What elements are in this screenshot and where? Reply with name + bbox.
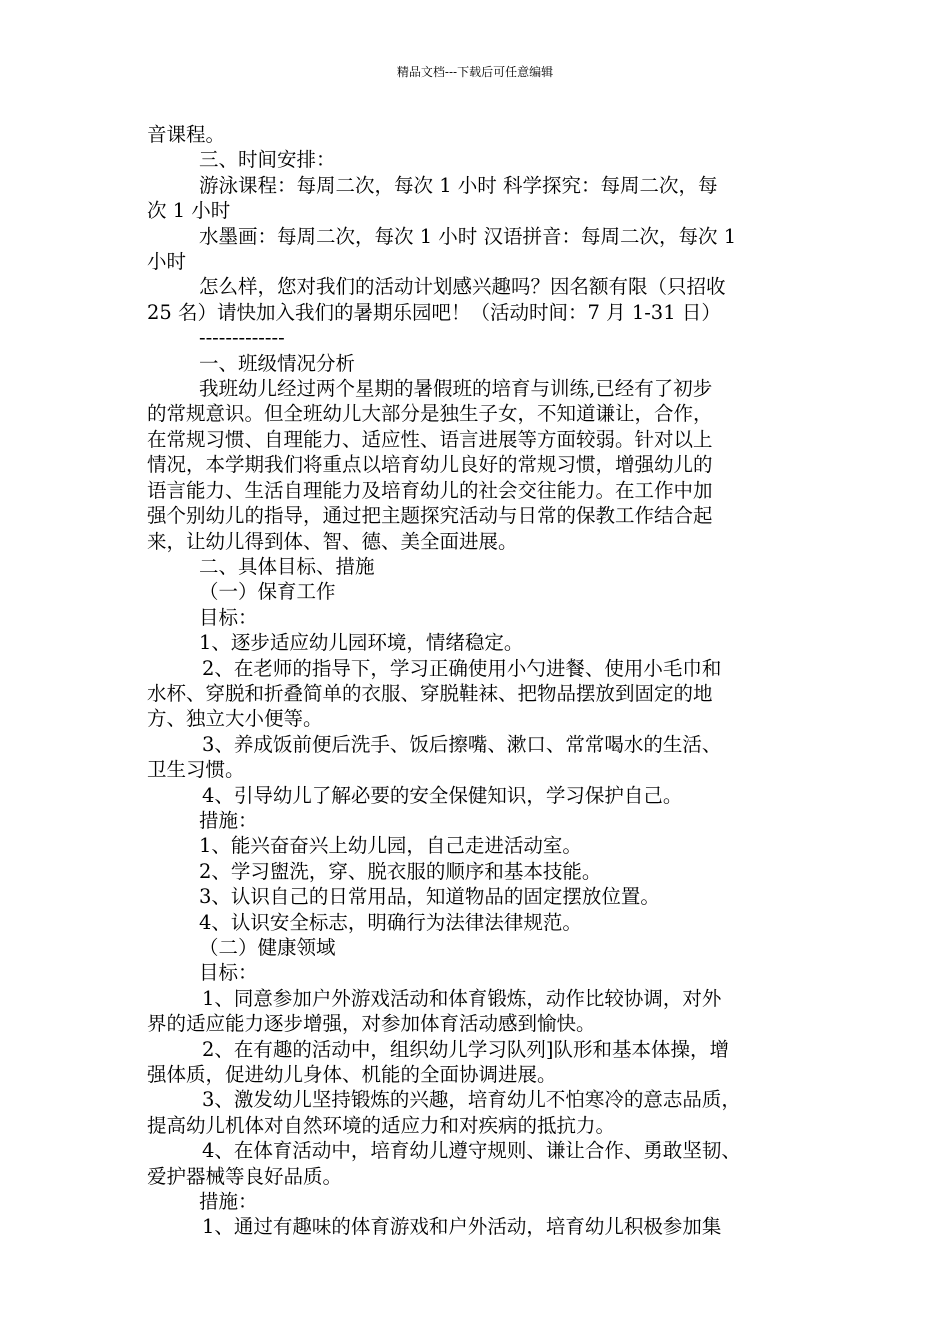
text-line: 方、独立大小便等。 xyxy=(147,707,323,731)
text-line: 4、引导幼儿了解必要的安全保健知识，学习保护自己。 xyxy=(202,783,683,807)
text-line: 2、在有趣的活动中，组织幼儿学习队列]队形和基本体操，增 xyxy=(202,1037,730,1061)
text-line: 在常规习惯、自理能力、适应性、语言进展等方面较弱。针对以上 xyxy=(147,427,713,451)
text-line: 卫生习惯。 xyxy=(147,758,245,782)
text-line: 情况，本学期我们将重点以培育幼儿良好的常规习惯，增强幼儿的 xyxy=(147,453,713,477)
text-line: 3、激发幼儿坚持锻炼的兴趣，培育幼儿不怕寒冷的意志品质， xyxy=(202,1088,741,1112)
text-line: 强个别幼儿的指导，通过把主题探究活动与日常的保教工作结合起 xyxy=(147,504,713,528)
text-line: 强体质，促进幼儿身体、机能的全面协调进展。 xyxy=(147,1063,557,1087)
text-line: 游泳课程：每周二次，每次 1 小时 科学探究：每周二次，每 xyxy=(199,173,718,197)
text-line: 音课程。 xyxy=(147,123,226,146)
text-line: 1、同意参加户外游戏活动和体育锻炼，动作比较协调，对外 xyxy=(202,986,722,1010)
page-header: 精品文档---下载后可任意编辑 xyxy=(396,65,554,79)
text-line: 措施： xyxy=(199,808,258,832)
text-line: 我班幼儿经过两个星期的暑假班的培育与训练,已经有了初步 xyxy=(199,377,713,401)
text-line: 小时 xyxy=(147,250,187,274)
text-line: 语言能力、生活自理能力及培育幼儿的社会交往能力。在工作中加 xyxy=(147,478,713,502)
text-line: 2、学习盥洗，穿、脱衣服的顺序和基本技能。 xyxy=(199,859,602,883)
text-line: 25 名）请快加入我们的暑期乐园吧！（活动时间：7 月 1-31 日） xyxy=(147,300,721,324)
text-line: 措施： xyxy=(199,1190,258,1214)
text-line: 1、能兴奋奋兴上幼儿园，自己走进活动室。 xyxy=(199,834,582,858)
text-line: ------------- xyxy=(199,326,285,350)
text-line: 怎么样，您对我们的活动计划感兴趣吗？因名额有限（只招收 xyxy=(199,275,726,299)
text-line: 水墨画：每周二次，每次 1 小时 汉语拼音：每周二次，每次 1 xyxy=(199,224,737,248)
text-line: 的常规意识。但全班幼儿大部分是独生子女，不知道谦让，合作， xyxy=(147,402,713,426)
text-line: 1、逐步适应幼儿园环境，情绪稳定。 xyxy=(199,631,524,655)
text-line: 4、在体育活动中，培育幼儿遵守规则、谦让合作、勇敢坚韧、 xyxy=(202,1139,741,1163)
text-line: 次 1 小时 xyxy=(147,199,231,223)
text-line: 1、通过有趣味的体育游戏和户外活动，培育幼儿积极参加集 xyxy=(202,1215,722,1239)
text-line: 3、养成饭前便后洗手、饭后擦嘴、漱口、常常喝水的生活、 xyxy=(202,732,722,756)
text-line: 提高幼儿机体对自然环境的适应力和对疾病的抵抗力。 xyxy=(147,1113,616,1137)
text-line: 目标： xyxy=(199,605,258,629)
text-line: 来，让幼儿得到体、智、德、美全面进展。 xyxy=(147,529,518,553)
text-line: （一）保育工作 xyxy=(199,580,336,604)
text-line: 三、时间安排： xyxy=(199,148,336,172)
document-body xyxy=(147,122,807,1240)
text-line: 二、具体目标、措施 xyxy=(199,554,375,578)
text-line: 界的适应能力逐步增强，对参加体育活动感到愉快。 xyxy=(147,1012,596,1036)
text-line: 4、认识安全标志，明确行为法律法律规范。 xyxy=(199,910,582,934)
text-line: 爱护器械等良好品质。 xyxy=(147,1164,343,1188)
text-line: 水杯、穿脱和折叠简单的衣服、穿脱鞋袜、把物品摆放到固定的地 xyxy=(147,681,713,705)
text-line: 目标： xyxy=(199,961,258,985)
text-line: 3、认识自己的日常用品，知道物品的固定摆放位置。 xyxy=(199,885,660,909)
text-line: （二）健康领域 xyxy=(199,936,336,959)
text-line: 2、在老师的指导下，学习正确使用小勺进餐、使用小毛巾和 xyxy=(202,656,722,680)
text-line: 一、班级情况分析 xyxy=(199,351,356,375)
